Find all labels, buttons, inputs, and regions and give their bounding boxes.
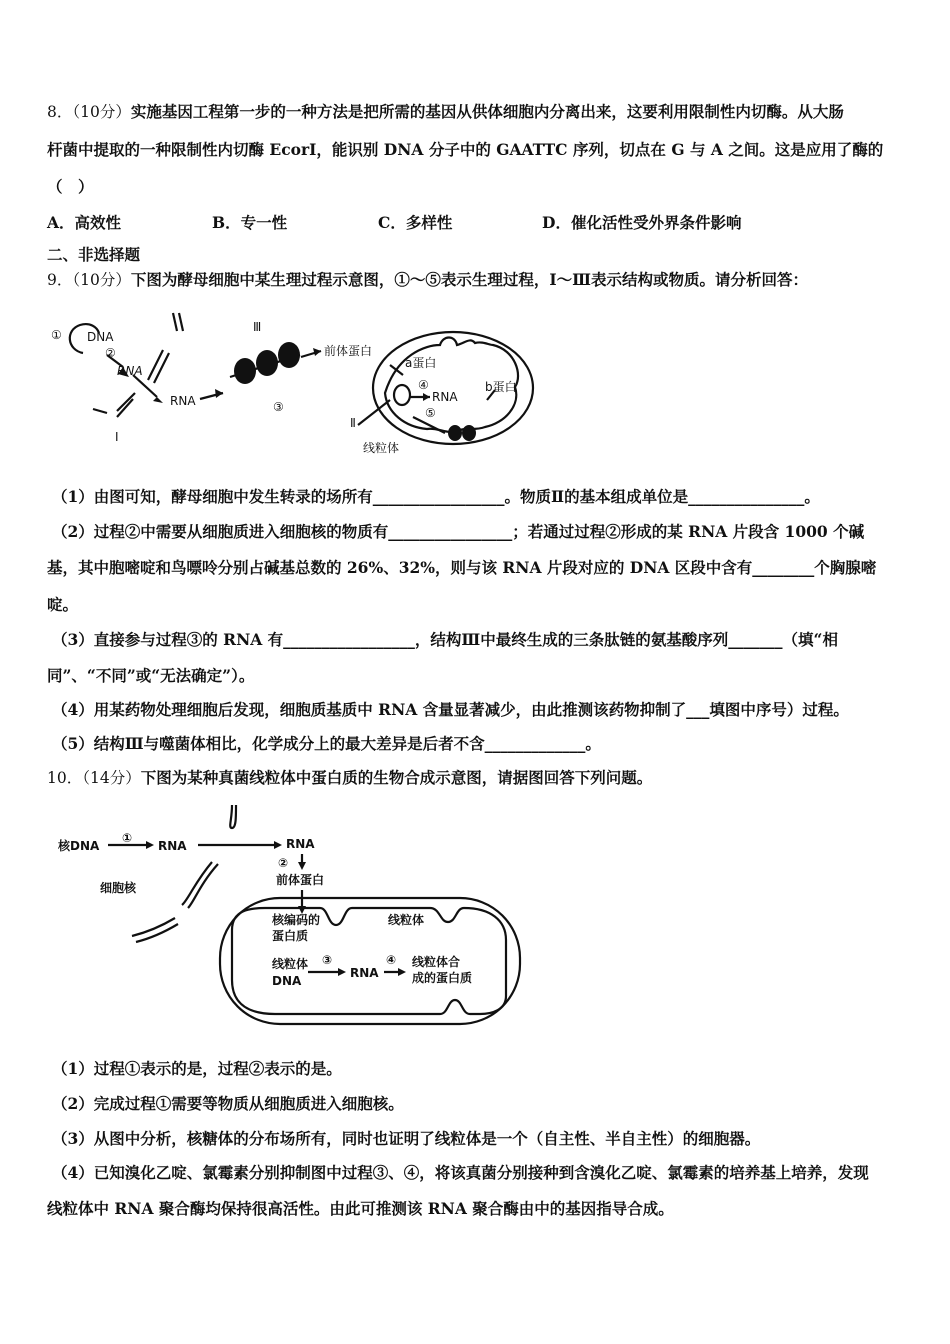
q9-ribosome-1 — [234, 358, 256, 384]
q10-arrowhead-4 — [398, 968, 406, 976]
q10-part-1: （1）过程①表示的是，过程②表示的是。 — [52, 1059, 342, 1078]
q9-part-4: （4）用某药物处理细胞后发现，细胞质基质中 RNA 含量显著减少，由此推测该药物抑制了___填图中序号）过程。 — [52, 700, 849, 719]
q9-label-c5: ⑤ — [425, 406, 436, 420]
q8-option-a[interactable]: A．高效性 — [47, 213, 122, 232]
q8-option-b[interactable]: B．专一性 — [212, 213, 288, 232]
q9-label-iii: Ⅲ — [253, 320, 262, 334]
q8-line-3: （ ） — [47, 177, 94, 196]
q10-nuclear-envelope-2b — [188, 864, 218, 908]
q9-stem: 下图为酵母细胞中某生理过程示意图，①～⑤表示生理过程，Ⅰ～Ⅲ表示结构或物质。请分析回答： — [130, 270, 808, 289]
q9-label-rna-b: RNA — [170, 394, 196, 408]
q10-nuclear-envelope-2 — [182, 862, 212, 905]
q9-intro — [47, 270, 808, 290]
q10-part-2: （2）完成过程①需要等物质从细胞质进入细胞核。 — [52, 1094, 404, 1113]
q9-arrowhead-b — [153, 397, 163, 403]
q9-nuclear-envelope-4 — [93, 409, 107, 413]
q10-label-c3: ③ — [322, 953, 333, 967]
q10-label-rna2: RNA — [286, 837, 315, 851]
q9-ribosome-3 — [278, 342, 300, 368]
q10-label-mitochondrion: 线粒体 — [388, 913, 425, 927]
q9-mito-ribosome-1 — [448, 425, 462, 441]
q9-nuclear-envelope-1b — [179, 313, 183, 331]
q8-line-1 — [47, 102, 844, 122]
q9-label-rna-a: RNA — [117, 364, 143, 378]
q9-arrow-2b — [133, 375, 157, 397]
q9-part-5: （5）结构Ⅲ与噬菌体相比，化学成分上的最大差异是后者不含_____________。 — [52, 734, 601, 753]
q10-label-c1: ① — [122, 831, 133, 845]
q9-ribosome-2 — [256, 350, 278, 376]
q10-arrowhead-3 — [338, 968, 346, 976]
q9-part-3b: 同”、“不同”或“无法确定”）。 — [47, 666, 255, 685]
q9-label-c1: ① — [51, 328, 62, 342]
q10-part-4a: （4）已知溴化乙啶、氯霉素分别抑制图中过程③、④，将该真菌分别接种到含溴化乙啶、氯霉素的培养基上培养，发现 — [52, 1163, 869, 1182]
q9-arrowhead-e — [423, 393, 430, 401]
q10-arrowhead-2 — [298, 862, 306, 870]
q9-label-b-protein: b蛋白 — [485, 380, 517, 394]
q10-label-c2: ② — [278, 856, 289, 870]
q10-stem: 下图为某种真菌线粒体中蛋白质的生物合成示意图，请据图回答下列问题。 — [140, 768, 653, 787]
q9-mito-ribosome-2 — [462, 425, 476, 441]
q9-part-2a: （2）过程②中需要从细胞质进入细胞核的物质有________________；若通过过程②形成的某 RNA 片段含 1000 个碱 — [52, 522, 865, 541]
q9-arrowhead-c — [215, 389, 223, 398]
q9-label-rna-c: RNA — [432, 390, 458, 404]
q8-score: （10分） — [72, 103, 131, 121]
q9-part-2c: 啶。 — [47, 595, 79, 614]
q10-score: （14分） — [82, 769, 141, 787]
q10-arrowhead-1 — [146, 841, 154, 849]
q9-label-ii: Ⅱ — [350, 416, 356, 430]
q9-number: 9． — [47, 271, 73, 289]
q9-label-mitochondrion: 线粒体 — [363, 441, 400, 455]
q9-arrowhead-d — [313, 348, 321, 356]
q9-part-2b: 基，其中胞嘧啶和鸟嘌呤分别占碱基总数的 26%、32%，则与该 RNA 片段对应的 DNA 区段中含有________个胸腺嘧 — [47, 558, 877, 577]
q9-label-c4: ④ — [418, 378, 429, 392]
q9-label-a-protein: a蛋白 — [405, 356, 437, 370]
q9-score: （10分） — [72, 271, 131, 289]
q9-mito-dna-ring — [394, 385, 410, 405]
q10-label-rna3: RNA — [350, 966, 379, 980]
q9-nuclear-envelope-2 — [148, 350, 163, 380]
q9-figure — [45, 305, 605, 465]
q10-label-rna1: RNA — [158, 839, 187, 853]
q10-intro — [47, 768, 652, 788]
q10-label-synth-1: 线粒体合 — [412, 955, 461, 969]
q10-part-3: （3）从图中分析，核糖体的分布场所有，同时也证明了线粒体是一个（自主性、半自主性）的细胞器。 — [52, 1129, 761, 1148]
q9-label-c3: ③ — [273, 400, 284, 414]
q10-nuclear-envelope-1 — [230, 805, 236, 828]
q9-label-i: Ⅰ — [115, 430, 119, 444]
q10-label-mito-dna-2: DNA — [272, 974, 302, 988]
q10-label-precursor: 前体蛋白 — [276, 873, 325, 887]
q10-label-encoded-1: 核编码的 — [272, 913, 321, 927]
q10-figure — [50, 800, 530, 1032]
q10-part-4b: 线粒体中 RNA 聚合酶均保持很高活性。由此可推测该 RNA 聚合酶由中的基因指导合成。 — [47, 1199, 674, 1218]
q9-part-3a: （3）直接参与过程③的 RNA 有_________________，结构Ⅲ中最终生成的三条肽链的氨基酸序列_______（填“相 — [52, 630, 838, 649]
q8-number: 8． — [47, 103, 73, 121]
q8-option-c[interactable]: C．多样性 — [378, 213, 453, 232]
q8-line-2: 杆菌中提取的一种限制性内切酶 EcorI，能识别 DNA 分子中的 GAATTC 序列，切点在 G 与 A 之间。这是应用了酶的 — [47, 140, 884, 159]
q9-label-precursor: 前体蛋白 — [324, 344, 373, 358]
q8-stem-1: 实施基因工程第一步的一种方法是把所需的基因从供体细胞内分离出来，这要利用限制性内切酶。从大肠 — [130, 102, 844, 121]
q9-nuclear-envelope-2b — [154, 353, 169, 383]
q8-option-d[interactable]: D．催化活性受外界条件影响 — [542, 213, 742, 232]
q9-part-1: （1）由图可知，酵母细胞中发生转录的场所有_________________。物质Ⅱ的基本组成单位是_______________。 — [52, 487, 820, 506]
q9-label-c2: ② — [105, 346, 116, 360]
q10-label-c4: ④ — [386, 953, 397, 967]
q10-label-nucleus: 细胞核 — [100, 881, 137, 895]
q10-mitochondrion-outer — [220, 898, 520, 1024]
q10-label-synth-2: 成的蛋白质 — [412, 971, 473, 985]
section-heading: 二、非选择题 — [47, 245, 141, 264]
q10-arrowhead-rna — [274, 841, 282, 849]
q10-nuclear-envelope-3 — [132, 918, 175, 936]
q9-nuclear-envelope-1 — [173, 313, 177, 331]
q10-label-mito-dna-1: 线粒体 — [272, 957, 309, 971]
q10-number: 10． — [47, 769, 83, 787]
q10-label-nuclear-dna: 核DNA — [58, 839, 100, 853]
q9-pointer-ii — [358, 400, 390, 425]
q9-label-dna: DNA — [87, 330, 114, 344]
q10-label-encoded-2: 蛋白质 — [272, 929, 309, 943]
